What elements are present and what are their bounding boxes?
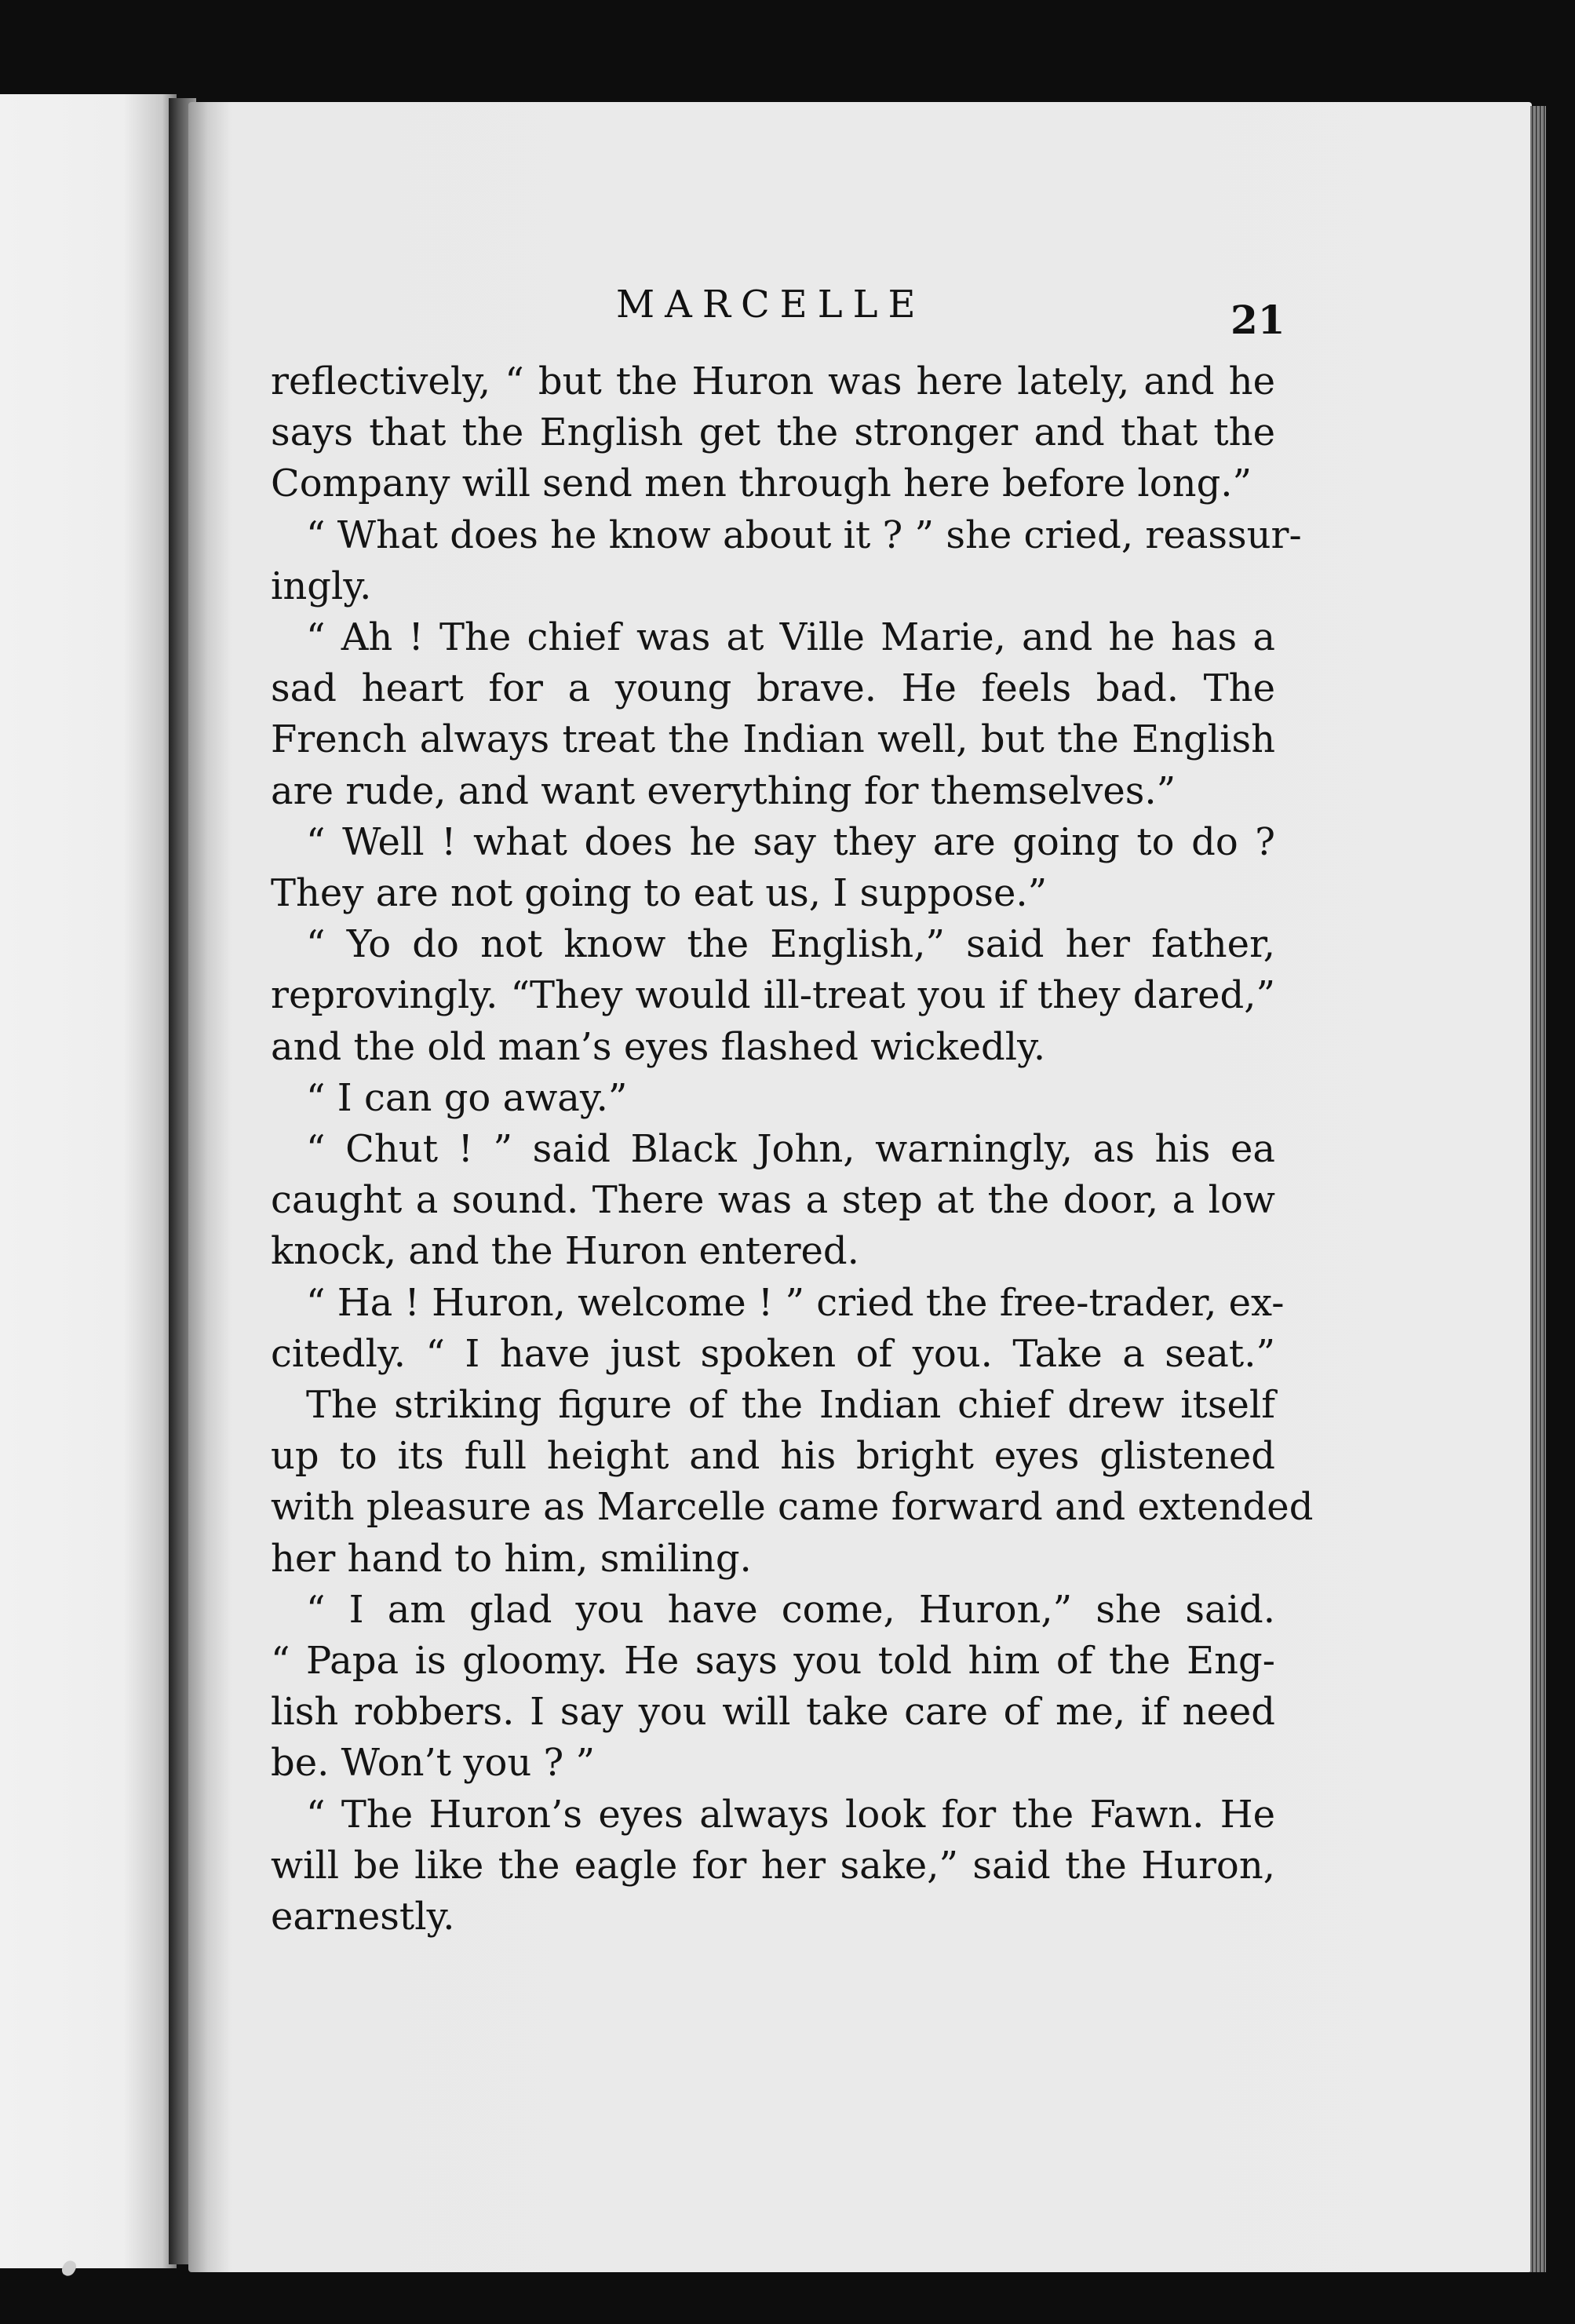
text-line: French always treat the Indian well, but the English <box>271 717 1275 762</box>
left-page <box>0 94 177 2268</box>
text-line: “ Chut ! ” said Black John, warningly, as his ea <box>306 1127 1275 1171</box>
text-line: “ I am glad you have come, Huron,” she said. <box>306 1587 1275 1632</box>
text-line: her hand to him, smiling. <box>271 1536 752 1581</box>
text-line: “ The Huron’s eyes always look for the Fawn. He <box>306 1792 1275 1837</box>
text-line: The striking figure of the Indian chief drew itself <box>306 1383 1275 1427</box>
text-line: They are not going to eat us, I suppose.” <box>271 871 1048 915</box>
text-line: “ What does he know about it ? ” she cried, reassur- <box>306 513 1302 557</box>
text-line: up to its full height and his bright eyes glistened <box>271 1434 1275 1479</box>
text-line: says that the English get the stronger and that the <box>271 410 1275 455</box>
running-head: MARCELLE <box>616 283 926 327</box>
text-line: ingly. <box>271 564 372 608</box>
text-line: caught a sound. There was a step at the door, a low <box>271 1178 1275 1223</box>
page-number: 21 <box>1230 297 1285 343</box>
page-edge <box>1530 106 1546 2272</box>
text-line: knock, and the Huron entered. <box>271 1229 859 1274</box>
text-line: citedly. “ I have just spoken of you. Take a seat.” <box>271 1331 1275 1376</box>
text-line: “ Ha ! Huron, welcome ! ” cried the free-trader, ex- <box>306 1280 1285 1325</box>
text-line: be. Won’t you ? ” <box>271 1741 596 1786</box>
text-line: “ Ah ! The chief was at Ville Marie, and he has a <box>306 615 1275 659</box>
text-line: reprovingly. “They would ill-treat you if they dared,” <box>271 973 1275 1018</box>
text-line: “ Well ! what does he say they are going to do ? <box>306 819 1275 864</box>
text-line: “ Yo do not know the English,” said her father, <box>306 922 1275 967</box>
text-line: “ Papa is gloomy. He says you told him of the Eng- <box>271 1639 1275 1683</box>
text-line: with pleasure as Marcelle came forward and extended <box>271 1485 1314 1530</box>
text-line: earnestly. <box>271 1895 455 1939</box>
text-line: “ I can go away.” <box>306 1075 628 1120</box>
text-line: lish robbers. I say you will take care of me, if need <box>271 1690 1275 1735</box>
text-line: sad heart for a young brave. He feels bad. The <box>271 666 1275 711</box>
text-line: and the old man’s eyes flashed wickedly. <box>271 1024 1046 1069</box>
text-line: will be like the eagle for her sake,” said the Huron, <box>271 1843 1275 1888</box>
text-line: reflectively, “ but the Huron was here lately, and he <box>271 359 1275 403</box>
text-line: Company will send men through here before long.” <box>271 462 1252 506</box>
text-line: are rude, and want everything for themselves.” <box>271 768 1176 813</box>
